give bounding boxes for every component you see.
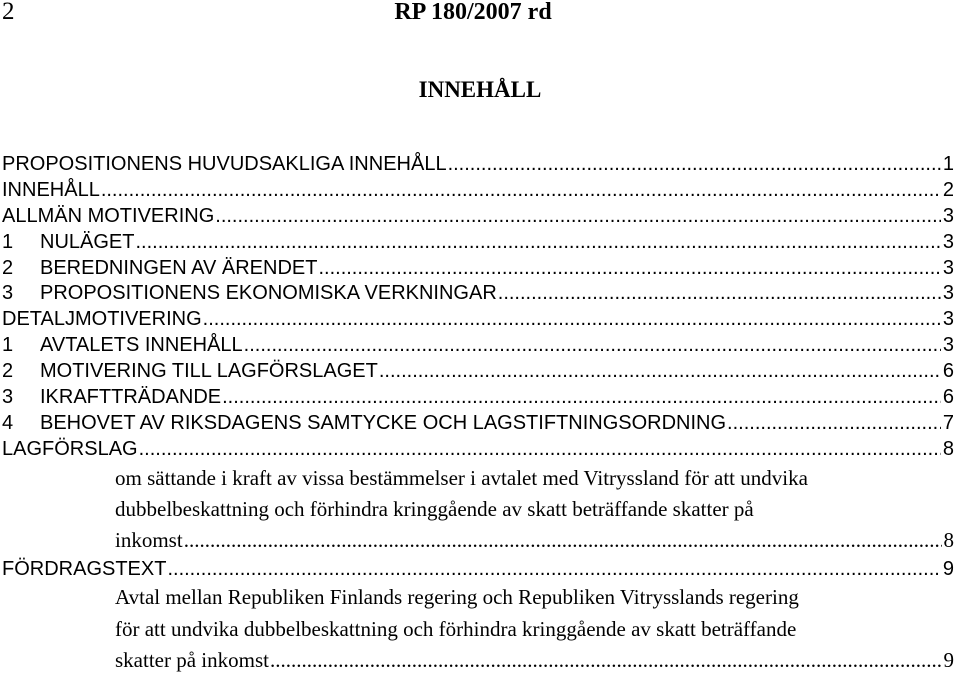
toc-entry-page: 9: [943, 648, 954, 673]
toc-entry-title: LAGFÖRSLAG: [2, 437, 138, 460]
toc-entry-page: 3: [942, 334, 954, 357]
toc-entry-page: 2: [942, 178, 954, 201]
toc-entry-title: AVTALETS INNEHÅLL: [40, 334, 243, 357]
toc-entry-page: 3: [942, 204, 954, 227]
document-reference: RP 180/2007 rd: [394, 0, 552, 25]
toc-subentry-text: för att undvika dubbelbeskattning och förhindra kringgående av skatt beträffande: [115, 616, 797, 641]
dot-leader: [244, 333, 941, 359]
dot-leader: [101, 178, 941, 204]
toc-subentry-lagforslag-line-1: [2, 463, 954, 494]
toc-entry-page: 9: [942, 557, 954, 580]
toc-entry-page: 8: [943, 528, 954, 553]
dot-leader: [203, 307, 941, 333]
toc-subentry-text: om sättande i kraft av vissa bestämmelser i avtalet med Vitryssland för att undvika: [115, 465, 808, 490]
toc-entry-page: 3: [942, 230, 954, 253]
toc-entry-page: 7: [942, 411, 954, 434]
toc-entry-title: DETALJMOTIVERING: [2, 308, 202, 331]
toc-entry-page: 6: [942, 360, 954, 383]
dot-leader: [318, 256, 940, 282]
toc-subentry-text: Avtal mellan Republiken Finlands regering och Republiken Vitrysslands regering: [115, 585, 799, 610]
toc-entry-page: 3: [942, 308, 954, 331]
toc-entry-number: 2: [2, 256, 14, 279]
toc-subentry-text: dubbelbeskattning och förhindra kringgående av skatt beträffande skatter på: [115, 496, 754, 521]
toc-subentry-text: skatter på inkomst: [115, 648, 269, 673]
toc-entry-title: NULÄGET: [40, 230, 135, 253]
toc-entry-title: PROPOSITIONENS HUVUDSAKLIGA INNEHÅLL: [2, 153, 447, 175]
toc-entry-lagforslag[interactable]: [2, 437, 954, 463]
toc-subentry-text: inkomst: [115, 528, 183, 553]
table-of-contents: [2, 152, 954, 676]
toc-entry-title: FÖRDRAGSTEXT: [2, 557, 167, 580]
toc-entry-ikrafttradande[interactable]: [2, 385, 954, 411]
toc-entry-motivering-lagforslaget[interactable]: [2, 359, 954, 385]
toc-entry-innehall[interactable]: [2, 178, 954, 204]
dot-leader: [222, 385, 941, 411]
toc-entry-detaljmotivering[interactable]: [2, 307, 954, 333]
dot-leader: [498, 281, 941, 307]
toc-entry-number: 4: [2, 411, 14, 434]
toc-entry-nulaget[interactable]: [2, 230, 954, 256]
dot-leader: [215, 204, 941, 230]
toc-entry-ekonomiska-verkningar[interactable]: [2, 281, 954, 307]
dot-leader: [167, 557, 940, 583]
toc-entry-behovet-samtycke[interactable]: [2, 411, 954, 437]
toc-entry-title: BEREDNINGEN AV ÄRENDET: [40, 256, 318, 279]
dot-leader: [379, 359, 941, 385]
toc-subentry-fordragstext-line-2: [2, 614, 954, 645]
dot-leader: [135, 230, 940, 256]
toc-entry-beredningen[interactable]: [2, 256, 954, 282]
toc-entry-page: 3: [942, 282, 954, 305]
toc-entry-page: 6: [942, 386, 954, 409]
toc-entry-allman-motivering[interactable]: [2, 204, 954, 230]
toc-subentry-lagforslag-line-2: [2, 494, 954, 525]
toc-entry-fordragstext[interactable]: [2, 557, 954, 583]
toc-entry-title: IKRAFTTRÄDANDE: [40, 386, 222, 409]
toc-entry-number: 3: [2, 282, 14, 305]
toc-entry-page: 8: [942, 437, 954, 460]
toc-entry-title: MOTIVERING TILL LAGFÖRSLAGET: [40, 360, 378, 383]
toc-entry-title: BEHOVET AV RIKSDAGENS SAMTYCKE OCH LAGSTIFTNINGSORDNING: [40, 411, 727, 434]
dot-leader: [139, 437, 941, 463]
toc-entry-page: 3: [942, 256, 954, 279]
toc-entry-number: 1: [2, 230, 14, 253]
toc-entry-avtalets-innehall[interactable]: [2, 333, 954, 359]
page-number: 2: [2, 0, 15, 25]
dot-leader: [448, 152, 941, 178]
dot-leader: [727, 411, 941, 437]
toc-entry-number: 2: [2, 360, 14, 383]
toc-entry-title: ALLMÄN MOTIVERING: [2, 204, 215, 227]
dot-leader: [184, 525, 942, 556]
toc-subentry-fordragstext-line-1: [2, 582, 954, 613]
toc-entry-number: 1: [2, 334, 14, 357]
toc-heading: INNEHÅLL: [418, 77, 542, 102]
toc-subentry-lagforslag-line-3[interactable]: [2, 525, 954, 556]
toc-entry-page: 1: [942, 153, 954, 175]
toc-entry-title: PROPOSITIONENS EKONOMISKA VERKNINGAR: [40, 282, 497, 305]
toc-entry-huvudsakliga-innehall[interactable]: [2, 152, 954, 178]
toc-entry-number: 3: [2, 386, 14, 409]
toc-entry-title: INNEHÅLL: [2, 178, 100, 201]
